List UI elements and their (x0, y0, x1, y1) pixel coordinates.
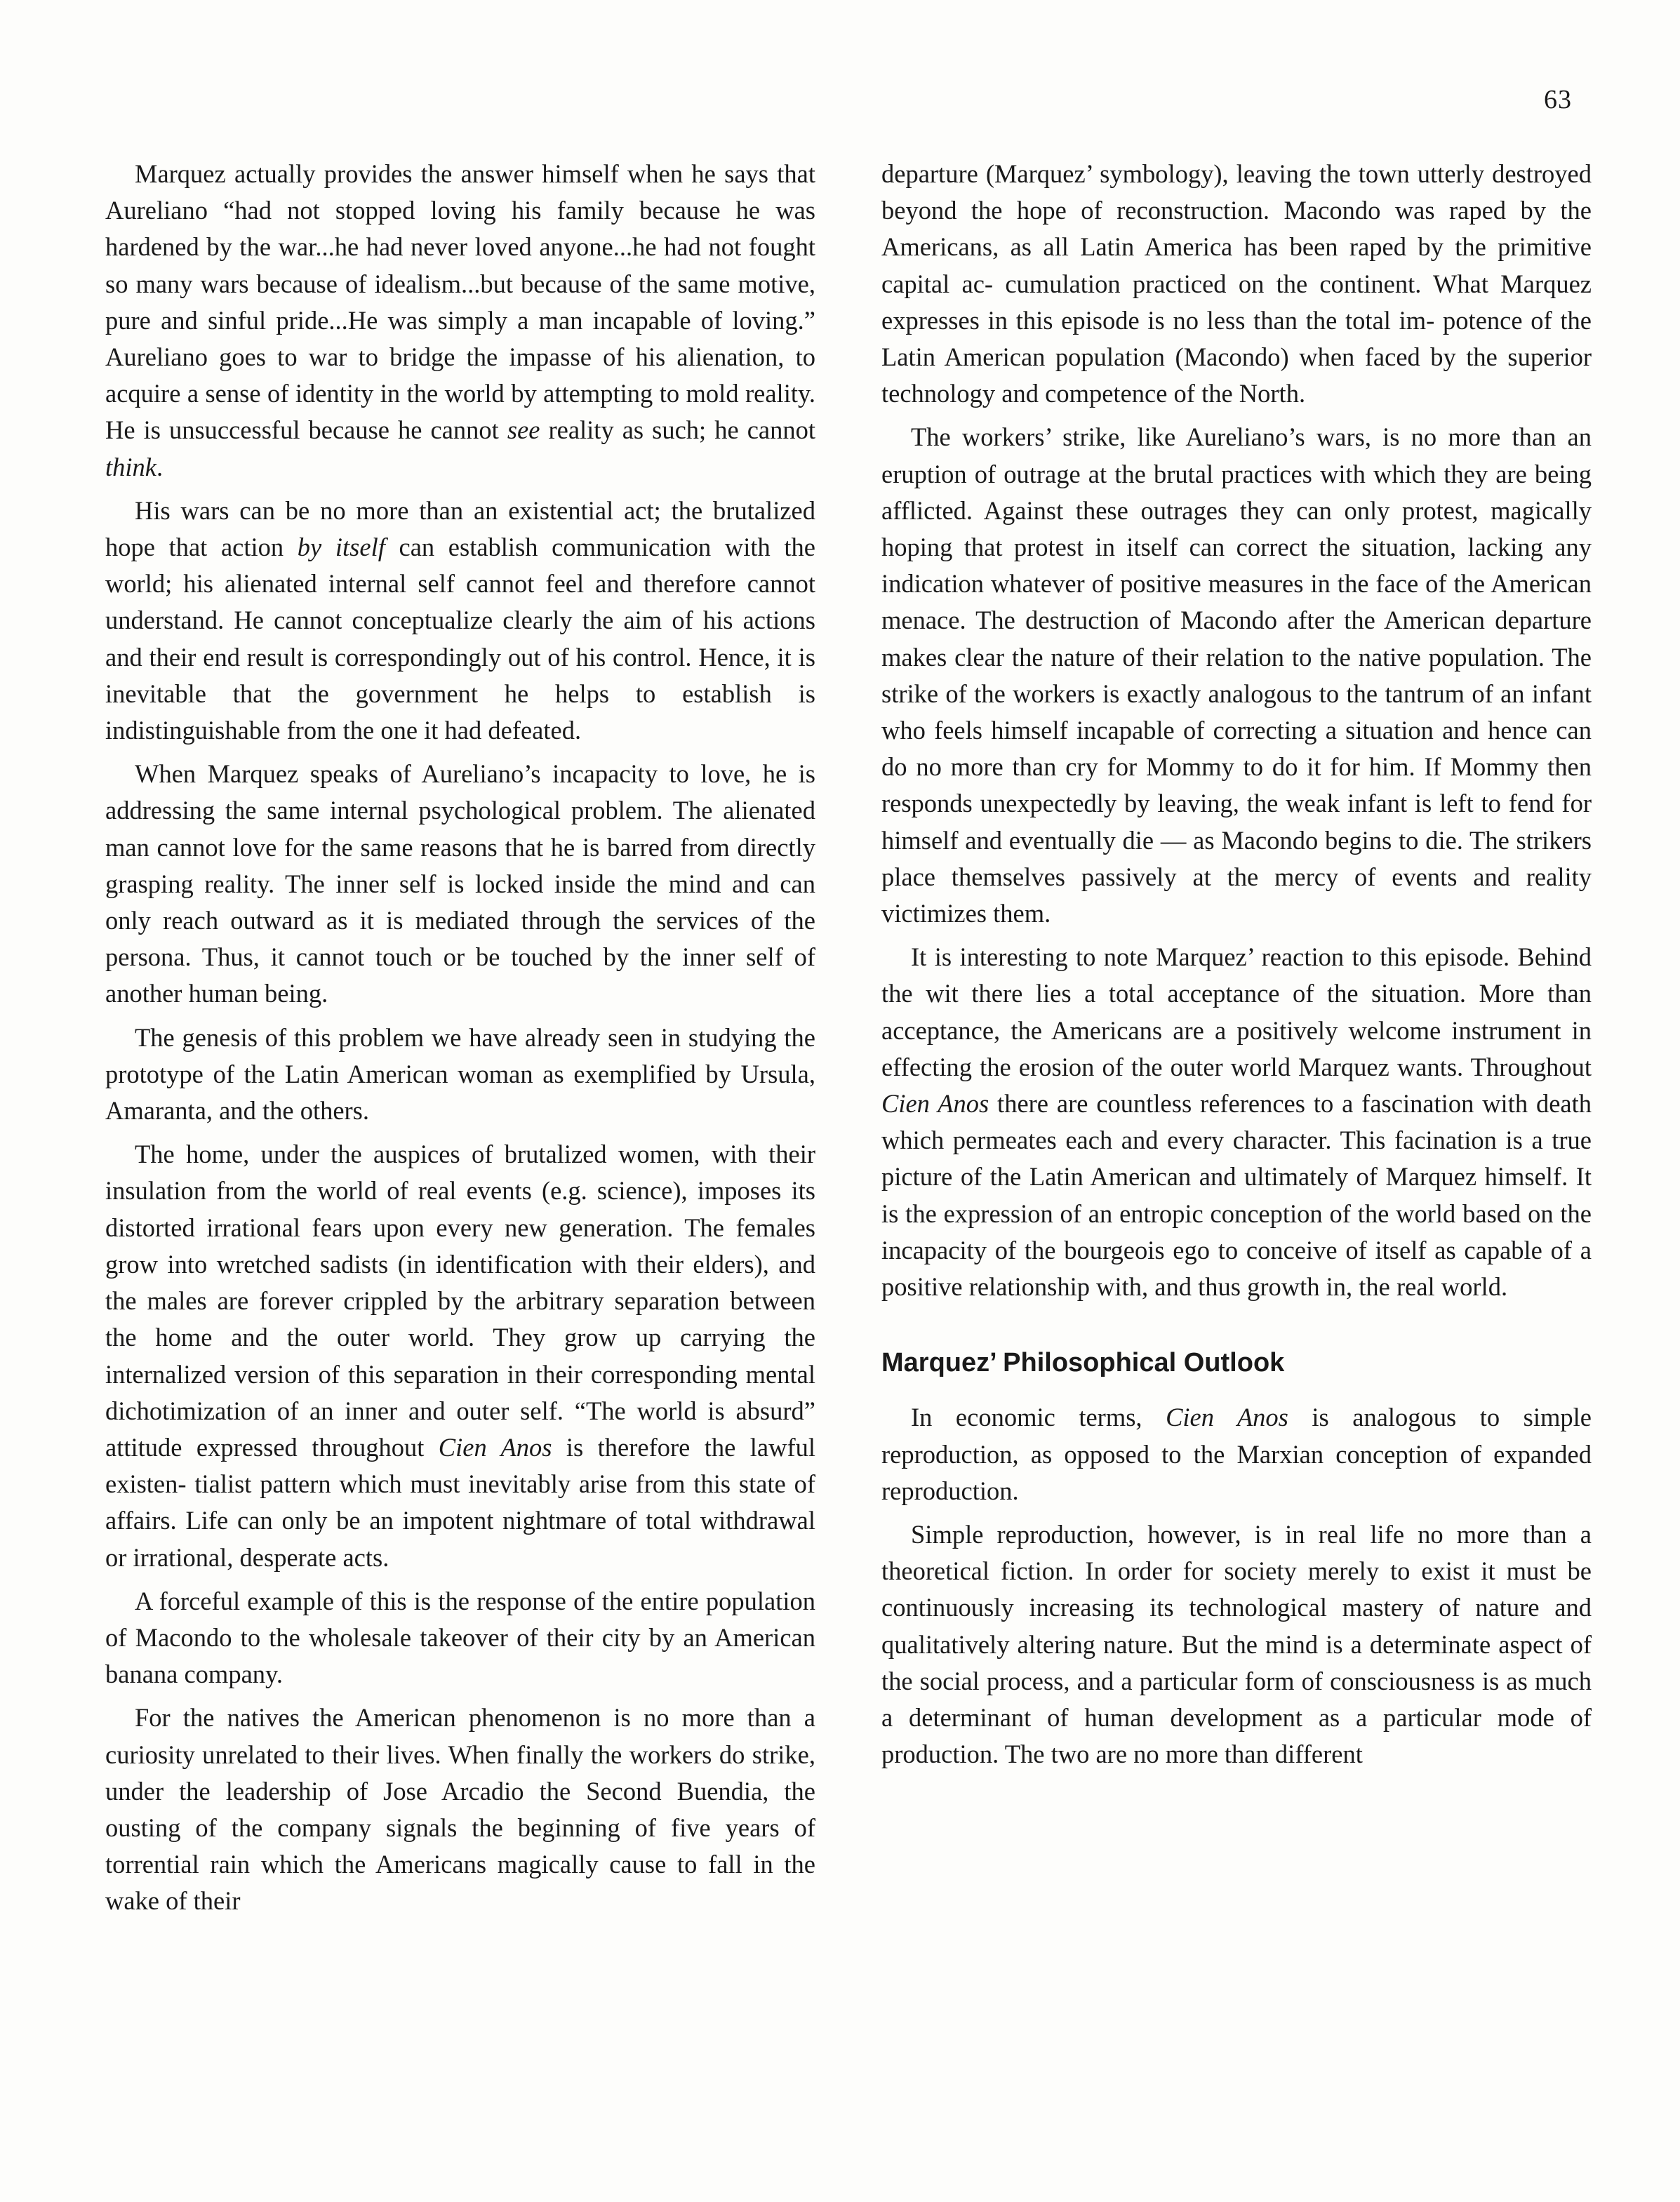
page-number: 63 (1544, 85, 1572, 114)
paragraph: departure (Marquez’ symbology), leaving the town utterly destroyed beyond the hope of reconstruction. Macondo was raped by the Americans, as all Latin America has been raped by the primitive capital ac- cumulation practiced on the continent. What Marquez expresses in this episode is no less than the total im- potence of the Latin American population (Macondo) when faced by the superior technology and competence of the North. (881, 159, 1592, 408)
paragraph: His wars can be no more than an existential act; the brutalized hope that action by itself can establish communication with the world; his alienated internal self cannot feel and therefore cannot understand. He cannot conceptualize clearly the aim of his actions and their end result is correspondingly out of his control. Hence, it is inevitable that the government he helps to establish is indistinguishable from the one it had defeated. (105, 495, 815, 745)
paragraph: It is interesting to note Marquez’ reaction to this episode. Behind the wit there lies a total acceptance of the situation. More than acceptance, the Americans are a positively welcome instrument in effecting the erosion of the outer world Marquez wants. Throughout Cien Anos there are countless references to a fascination with death which permeates each and every character. This facination is a true picture of the Latin American and ultimately of Marquez himself. It is the expression of an entropic conception of the world based on the incapacity of the bourgeois ego to conceive of itself as capable of a positive relationship with, and thus growth in, the real world. (881, 942, 1592, 1302)
left-column (105, 156, 815, 1927)
paragraph: The genesis of this problem we have already seen in studying the prototype of the Latin American woman as exemplified by Ursula, Amaranta, and the others. (105, 1022, 815, 1126)
paragraph: A forceful example of this is the response of the entire population of Macondo to the wholesale takeover of their city by an American banana company. (105, 1586, 815, 1689)
paragraph: When Marquez speaks of Aureliano’s incapacity to love, he is addressing the same internal psychological problem. The alienated man cannot love for the same reasons that he is barred from directly grasping reality. The inner self is locked inside the mind and can only reach outward as it is mediated through the services of the persona. Thus, it cannot touch or be touched by the inner self of another human being. (105, 759, 815, 1008)
paragraph: In economic terms, Cien Anos is analogous to simple reproduction, as opposed to the Marxian conception of expanded reproduction. (881, 1403, 1592, 1505)
paragraph: Marquez actually provides the answer himself when he says that Aureliano “had not stopped loving his family because he was hardened by the war...he had never loved anyone...he had not fought so many wars because of idealism...but because of the same motive, pure and sinful pride...He was simply a man incapable of loving.” Aureliano goes to war to bridge the impasse of his alienation, to acquire a sense of identity in the world by attempting to mold reality. He is unsuccessful because he cannot see reality as such; he cannot think. (105, 159, 815, 481)
section-heading: Marquez’ Philosophical Outlook (881, 1348, 1285, 1378)
paragraph: For the natives the American phenomenon is no more than a curiosity unrelated to their lives. When finally the workers do strike, under the leadership of Jose Arcadio the Second Buendia, the ousting of the company signals the beginning of five years of torrential rain which the Americans magically cause to fall in the wake of their (105, 1703, 815, 1916)
paragraph: Simple reproduction, however, is in real life no more than a theoretical fiction. In order for society merely to exist it must be continuously increasing its technological mastery of nature and qualitatively altering nature. But the mind is a determinate aspect of the social process, and a particular form of consciousness is as much a determinant of human development as a particular mode of production. The two are no more than different (881, 1519, 1592, 1769)
paragraph: The home, under the auspices of brutalized women, with their insulation from the world of real events (e.g. science), imposes its distorted irrational fears upon every new generation. The females grow into wretched sadists (in identification with their elders), and the males are forever crippled by the arbitrary separation between the home and the outer world. They grow up carrying the internalized version of this separation in their corresponding mental dichotimization of an inner and outer self. “The world is absurd” attitude expressed throughout Cien Anos is therefore the lawful existen- tialist pattern which must inevitably arise from this state of affairs. Life can only be an impotent nightmare of total withdrawal or irrational, desperate acts. (105, 1140, 815, 1572)
right-column (881, 156, 1592, 1780)
paragraph: The workers’ strike, like Aureliano’s wars, is no more than an eruption of outrage at the brutal practices with which they are being afflicted. Against these outrages they can only protest, magically hoping that protest in itself can correct the situation, lacking any indication whatever of positive measures in the face of the American menace. The destruction of Macondo after the American departure makes clear the nature of their relation to the native population. The strike of the workers is exactly analogous to the tantrum of an infant who feels himself incapable of correcting a situation and hence can do no more than cry for Mommy to do it for him. If Mommy then responds unexpectedly by leaving, the weak infant is left to fend for himself and eventually die — as Macondo begins to die. The strikers place themselves passively at the mercy of events and reality victimizes them. (881, 422, 1592, 928)
